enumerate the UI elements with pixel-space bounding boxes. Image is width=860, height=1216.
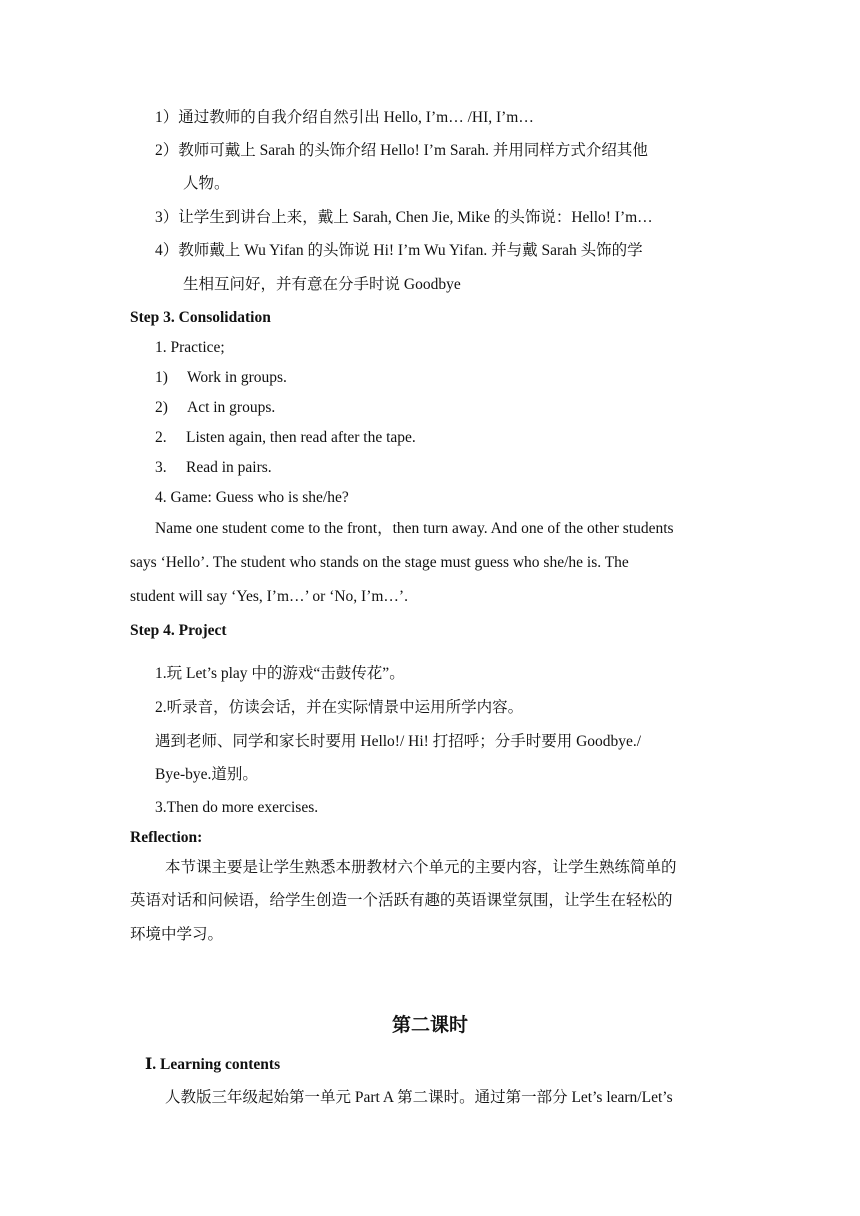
step2-item-4: 4）教师戴上 Wu Yifan 的头饰说 Hi! I’m Wu Yifan. 并与戴 Sarah 头饰的学 xyxy=(155,242,643,259)
reflection-line-2: 英语对话和问候语，给学生创造一个活跃有趣的英语课堂氛围，让学生在轻松的 xyxy=(130,892,673,909)
reflection-heading: Reflection: xyxy=(130,829,203,846)
step2-item-4-cont: 生相互问好，并有意在分手时说 Goodbye xyxy=(183,276,461,293)
read-pairs-item: Read in pairs. xyxy=(186,459,272,476)
project-line-1: 1.玩 Let’s play 中的游戏“击鼓传花”。 xyxy=(155,665,405,682)
practice-sub-1: Work in groups. xyxy=(187,369,287,386)
game-desc-3: student will say ‘Yes, I’m…’ or ‘No, I’m…’. xyxy=(130,588,408,605)
project-line-2: 2.听录音，仿读会话，并在实际情景中运用所学内容。 xyxy=(155,699,524,716)
practice-label: 1. Practice; xyxy=(155,339,225,356)
game-item: 4. Game: Guess who is she/he? xyxy=(155,489,349,506)
game-desc-2: says ‘Hello’. The student who stands on the stage must guess who she/he is. The xyxy=(130,554,629,571)
reflection-line-1: 本节课主要是让学生熟悉本册教材六个单元的主要内容，让学生熟练简单的 xyxy=(165,859,677,876)
learning-contents-line: 人教版三年级起始第一单元 Part A 第二课时。通过第一部分 Let’s learn/Let’s xyxy=(165,1089,673,1106)
project-line-3: 遇到老师、同学和家长时要用 Hello!/ Hi! 打招呼；分手时要用 Goodbye./ xyxy=(155,733,642,750)
practice-sub-2-num: 2) xyxy=(155,399,168,416)
reflection-line-3: 环境中学习。 xyxy=(130,926,224,943)
project-line-5: 3.Then do more exercises. xyxy=(155,799,319,816)
listen-item-num: 2. xyxy=(155,429,167,446)
practice-sub-2: Act in groups. xyxy=(187,399,276,416)
practice-sub-1-num: 1) xyxy=(155,369,168,386)
lesson-title: 第二课时 xyxy=(391,1015,468,1036)
project-line-4: Bye-bye.道别。 xyxy=(155,766,258,783)
step3-heading: Step 3. Consolidation xyxy=(130,309,271,326)
listen-item: Listen again, then read after the tape. xyxy=(186,429,416,446)
step4-heading: Step 4. Project xyxy=(130,622,227,639)
read-pairs-item-num: 3. xyxy=(155,459,167,476)
step2-item-1: 1）通过教师的自我介绍自然引出 Hello, I’m… /HI, I’m… xyxy=(155,109,534,126)
step2-item-3: 3）让学生到讲台上来，戴上 Sarah, Chen Jie, Mike 的头饰说：Hello! I’m… xyxy=(155,209,653,226)
learning-contents-heading: Ⅰ. Learning contents xyxy=(145,1056,281,1073)
step2-item-2-cont: 人物。 xyxy=(183,175,230,192)
game-desc-1: Name one student come to the front，then turn away. And one of the other students xyxy=(155,520,674,537)
step2-item-2: 2）教师可戴上 Sarah 的头饰介绍 Hello! I’m Sarah. 并用同样方式介绍其他 xyxy=(155,142,648,159)
